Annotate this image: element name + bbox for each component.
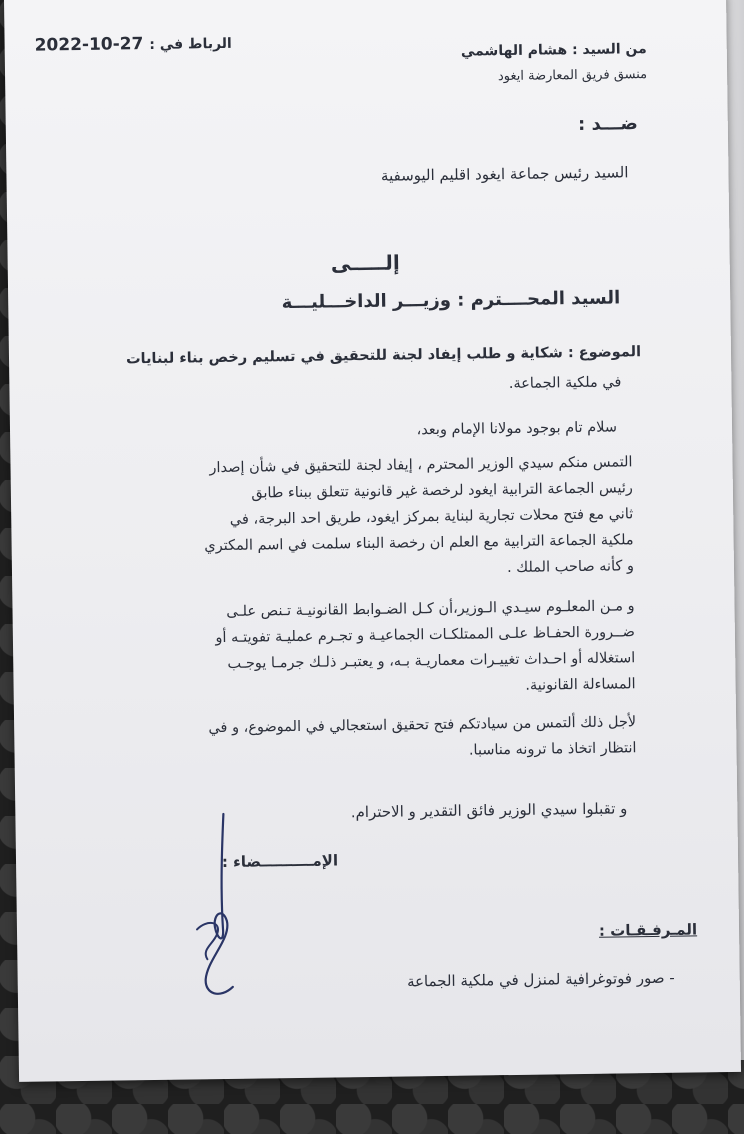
letter-date: 2022-10-27 — [34, 34, 144, 56]
paragraph-line: ثاني مع فتح محلات تجارية لبناية بمركز ايغود، طريق احد البرجة، في — [229, 506, 634, 528]
greeting: سلام تام بوجود مولانا الإمام وبعد، — [416, 419, 618, 439]
recipient-name: السيد المحــــترم : وزيـــر الداخـــليـــة — [281, 287, 621, 314]
paragraph-line: انتظار اتخاذ ما ترونه مناسبا. — [468, 740, 637, 759]
sender-role: منسق فريق المعارضة ايغود — [497, 67, 648, 85]
paragraph-line: ضــرورة الحفـاظ علـى الممتلكـات الجماعيـة و تجـرم عمليـة تفويتـه أو — [215, 624, 636, 647]
subject-line-1: الموضوع : شكاية و طلب إيفاد لجنة للتحقيق في تسليم رخص بناء لبنايات — [125, 344, 642, 368]
paragraph-line: لأجل ذلك ألتمس من سيادتكم فتح تحقيق استعجالي في الموضوع، و في — [208, 714, 637, 737]
letter-page — [4, 0, 741, 1082]
paragraph-line: رئيس الجماعة الترابية ايغود لرخصة غير قانونية تتعلق ببناء طابق — [251, 480, 633, 502]
paragraph-line: استغلاله أو احـداث تغييـرات معماريـة بـه، و يعتبـر ذلـك جرمـا يوجـب — [227, 650, 636, 672]
against-heading: ضـــد : — [577, 113, 638, 135]
paragraph-line: المساءلة القانونية. — [525, 676, 636, 694]
paragraph-3 — [208, 709, 636, 767]
paragraph-line: ملكية الجماعة الترابية مع العلم ان رخصة البناء سلمت في اسم المكتري — [204, 532, 634, 555]
paragraph-2 — [215, 593, 636, 703]
signature-label: الإمــــــــــضاء : — [221, 851, 339, 872]
recipient-heading: إلـــــى — [330, 250, 400, 276]
handwritten-signature — [175, 808, 268, 1009]
paragraph-1 — [203, 449, 634, 585]
sender-line: من السيد : هشام الهاشمي — [460, 41, 647, 60]
paragraph-line: التمس منكم سيدي الوزير المحترم ، إيفاد لجنة للتحقيق في شأن إصدار — [209, 454, 633, 477]
against-party: السيد رئيس جماعة ايغود اقليم اليوسفية — [380, 163, 629, 185]
paragraph-line: و كأنه صاحب الملك . — [506, 558, 635, 577]
closing-line: و تقبلوا سيدي الوزير فائق التقدير و الاحترام. — [350, 799, 628, 822]
place-prefix: الرباط في : — [149, 35, 232, 53]
place-and-date — [34, 33, 231, 56]
attachments-heading: المـرفـقـات : — [598, 920, 698, 940]
attachment-item: - صور فوتوغرافية لمنزل في ملكية الجماعة — [406, 968, 675, 991]
paragraph-line: و مـن المعلـوم سيـدي الـوزير،أن كـل الضـوابط القانونيـة تـنص علـى — [226, 598, 635, 620]
subject-line-2: في ملكية الجماعة. — [508, 374, 622, 392]
